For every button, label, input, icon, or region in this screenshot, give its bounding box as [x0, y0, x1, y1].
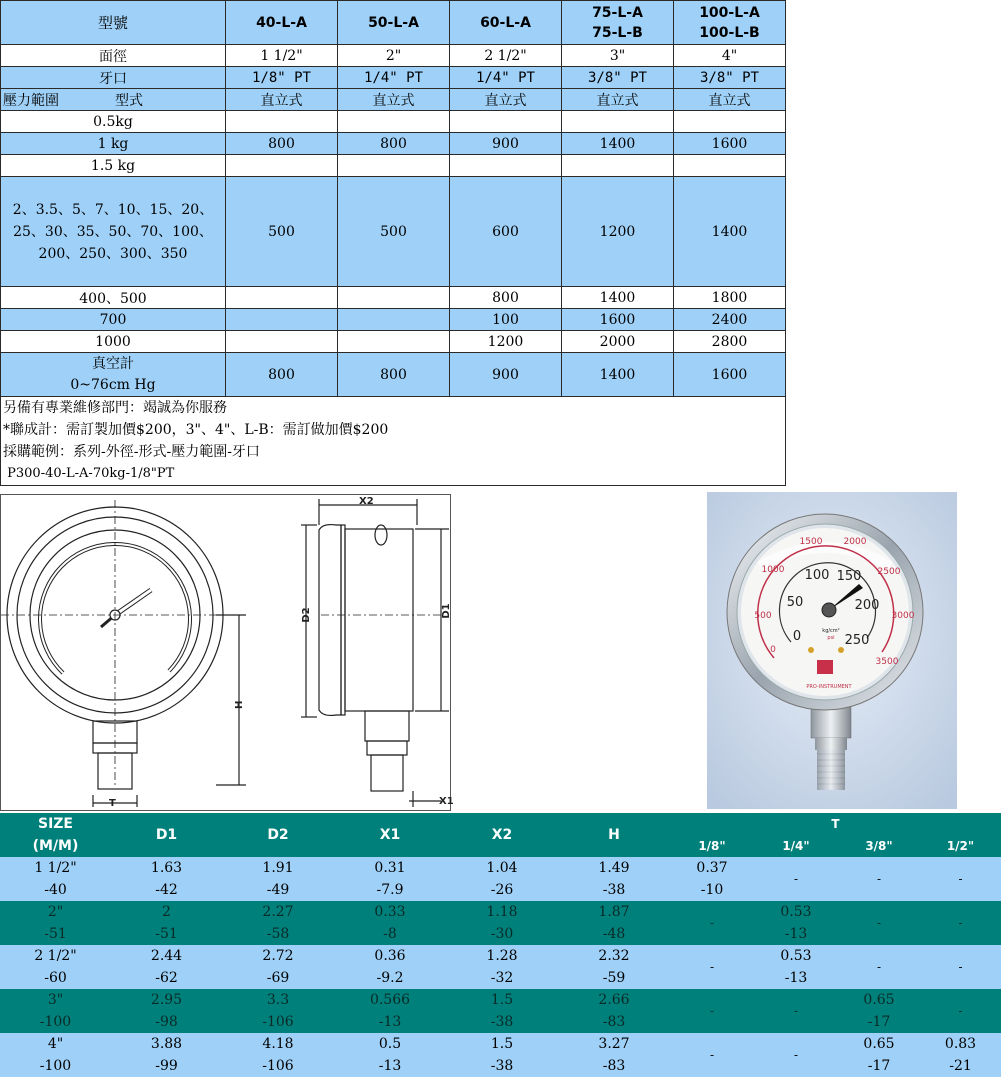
d1-cell [111, 945, 222, 989]
t-value: 0.53 [780, 904, 812, 920]
psi-tick: 2000 [843, 537, 867, 547]
t-sub-1-2: 1/2" [946, 839, 975, 853]
d1-value: -98 [155, 1014, 178, 1030]
d1-header: D1 [155, 827, 178, 843]
d2-cell [222, 857, 334, 901]
size-cell [0, 857, 111, 901]
x2-value: 1.28 [486, 948, 518, 964]
t-value: -13 [784, 970, 808, 986]
price-cell [450, 111, 562, 133]
t-value: 0.65 [863, 992, 895, 1008]
size-row [0, 857, 1001, 901]
model-label: 型號 [1, 1, 226, 45]
d1-cell [111, 901, 222, 945]
range-cell: 1000 [1, 331, 226, 353]
x2-header: X2 [491, 827, 513, 843]
h-cell [558, 857, 670, 901]
price-cell: 500 [338, 177, 450, 287]
model-60: 60-L-A [450, 1, 562, 45]
h-header: H [608, 827, 620, 843]
model-50: 50-L-A [338, 1, 450, 45]
t-cell [670, 989, 754, 1033]
h-value: 2.32 [598, 948, 630, 964]
range-line: 25、30、35、50、70、100、 [13, 223, 213, 240]
x1-value: 0.5 [378, 1036, 402, 1052]
psi-tick: 0 [770, 645, 776, 655]
d2-cell [222, 901, 334, 945]
kg-tick: 150 [836, 569, 862, 584]
t-cell [920, 945, 1001, 989]
x1-value: 0.33 [374, 904, 406, 920]
h-cell [558, 901, 670, 945]
range-cell: 400、500 [1, 287, 226, 309]
price-row [1, 111, 786, 133]
thread-label: 牙口 [1, 67, 226, 89]
diameter-label: 面徑 [1, 45, 226, 67]
d1-value: -99 [155, 1058, 178, 1074]
t-value: 0.53 [780, 948, 812, 964]
price-cell [338, 155, 450, 177]
x2-value: -38 [490, 1058, 514, 1074]
d2-value: 4.18 [262, 1036, 294, 1052]
price-cell: 1600 [562, 309, 674, 331]
range-label: 壓力範圍 [3, 93, 59, 109]
price-cell: 1400 [562, 133, 674, 155]
t-cell [838, 945, 920, 989]
diameter-cell: 1 1/2" [226, 45, 338, 67]
d1-cell [111, 989, 222, 1033]
x1-value: -8 [383, 926, 397, 942]
d1-cell [111, 1033, 222, 1077]
t-value: -17 [867, 1058, 891, 1074]
d2-value: -106 [262, 1014, 294, 1030]
x2-value: -38 [490, 1014, 514, 1030]
x2-value: 1.04 [486, 860, 518, 876]
kg-tick: 0 [792, 629, 802, 644]
t-empty: - [709, 1004, 715, 1018]
price-cell: 1400 [674, 177, 786, 287]
model-100-a: 100-L-A [699, 4, 760, 21]
t-sub-1-4: 1/4" [782, 839, 810, 853]
thread-cell: 3/8" PT [674, 67, 786, 89]
t-cell [838, 857, 920, 901]
x1-header: X1 [379, 827, 401, 843]
t-empty: - [958, 916, 963, 930]
size-header [0, 813, 111, 857]
notes-cell [1, 397, 786, 486]
price-cell: 900 [450, 353, 562, 397]
x2-cell [446, 901, 558, 945]
x1-cell [334, 857, 446, 901]
thread-cell: 1/4" PT [338, 67, 450, 89]
range-cell: 1.5 kg [1, 155, 226, 177]
x1-cell [334, 1033, 446, 1077]
size-value: -100 [39, 1058, 72, 1074]
x1-cell [334, 945, 446, 989]
price-row [1, 177, 786, 287]
t-cell [838, 989, 920, 1033]
t-value: -17 [867, 1014, 891, 1030]
t-cell [920, 1033, 1001, 1077]
x1-value: 0.31 [374, 860, 406, 876]
t-empty: - [958, 1004, 963, 1018]
price-cell [226, 309, 338, 331]
model-100-b: 100-L-B [699, 24, 760, 41]
t-cell [754, 1033, 838, 1077]
price-cell [338, 287, 450, 309]
h-value: 3.27 [598, 1036, 630, 1052]
diameter-cell: 4" [674, 45, 786, 67]
type-cell: 直立式 [450, 89, 562, 111]
price-cell: 500 [226, 177, 338, 287]
price-cell: 600 [450, 177, 562, 287]
thread-cell: 1/8" PT [226, 67, 338, 89]
price-cell [338, 111, 450, 133]
thread-row [1, 67, 786, 89]
psi-tick: 500 [754, 611, 772, 621]
price-cell [674, 155, 786, 177]
diameter-cell: 2 1/2" [450, 45, 562, 67]
h-value: 1.87 [598, 904, 630, 920]
range-cell [1, 177, 226, 287]
size-cell [0, 989, 111, 1033]
psi-tick: 3000 [891, 611, 915, 621]
price-cell [226, 111, 338, 133]
h-value: 2.66 [598, 992, 630, 1008]
type-label: 型式 [115, 93, 143, 109]
d1-value: 2.95 [150, 992, 183, 1008]
x2-value: -26 [490, 882, 514, 898]
price-row [1, 353, 786, 397]
price-cell: 1400 [562, 287, 674, 309]
label-d1: D1 [441, 603, 452, 619]
x2-value: 1.5 [490, 992, 514, 1008]
size-value: 2 1/2" [34, 948, 77, 964]
size-value: -100 [39, 1014, 72, 1030]
model-40: 40-L-A [226, 1, 338, 45]
price-row [1, 155, 786, 177]
t-sub-3-8: 3/8" [865, 839, 893, 853]
note-line: 另備有專業維修部門：竭誠為你服務 [3, 400, 227, 416]
type-cell: 直立式 [562, 89, 674, 111]
x1-value: 0.566 [369, 992, 411, 1008]
h-value: -83 [602, 1014, 626, 1030]
size-value: 1 1/2" [34, 860, 77, 876]
t-value: 0.37 [696, 860, 728, 876]
type-cell: 直立式 [338, 89, 450, 111]
t-cell [838, 1033, 920, 1077]
d1-value: 3.88 [150, 1036, 183, 1052]
range-line: 200、250、300、350 [38, 245, 188, 262]
psi-tick: 3500 [875, 657, 899, 667]
x1-cell [334, 989, 446, 1033]
t-empty: - [958, 960, 963, 974]
d2-cell [222, 989, 334, 1033]
t-value: 0.83 [944, 1036, 977, 1052]
size-row [0, 1033, 1001, 1077]
t-empty: - [709, 916, 715, 930]
t-cell [754, 901, 838, 945]
t-subheaders [670, 835, 1001, 857]
size-value: -51 [44, 926, 67, 942]
range-line: 2、3.5、5、7、10、15、20、 [12, 201, 214, 218]
model-75-a: 75-L-A [592, 4, 643, 21]
d1-cell [111, 857, 222, 901]
psi-tick: 1000 [761, 565, 785, 575]
range-cell: 1 kg [1, 133, 226, 155]
price-cell: 1600 [674, 353, 786, 397]
t-cell [754, 989, 838, 1033]
t-cell [670, 945, 754, 989]
t-cell [754, 945, 838, 989]
psi-tick: 2500 [877, 567, 901, 577]
t-value: -21 [949, 1058, 972, 1074]
price-cell: 800 [226, 133, 338, 155]
price-cell [562, 111, 674, 133]
size-value: 4" [47, 1036, 64, 1052]
x2-value: 1.5 [490, 1036, 514, 1052]
price-cell [338, 331, 450, 353]
d2-value: -58 [266, 926, 290, 942]
x2-cell [446, 857, 558, 901]
thread-cell: 1/4" PT [450, 67, 562, 89]
range-cell [1, 353, 226, 397]
size-cell [0, 901, 111, 945]
price-row [1, 133, 786, 155]
d2-cell [222, 945, 334, 989]
t-sub-1-8: 1/8" [698, 839, 726, 853]
price-cell [674, 111, 786, 133]
x2-value: -30 [490, 926, 514, 942]
type-cell: 直立式 [226, 89, 338, 111]
d2-value: 2.27 [262, 904, 294, 920]
type-label-cell [1, 89, 226, 111]
kg-tick: 50 [786, 595, 804, 610]
price-row [1, 309, 786, 331]
t-value: -13 [784, 926, 808, 942]
price-cell [226, 287, 338, 309]
d2-value: 1.91 [262, 860, 294, 876]
h-value: -59 [602, 970, 626, 986]
kg-tick: 250 [844, 633, 870, 648]
d1-value: 2 [162, 904, 171, 920]
size-row [0, 945, 1001, 989]
price-cell [562, 155, 674, 177]
t-header [670, 813, 1001, 857]
price-cell: 800 [338, 133, 450, 155]
d1-value: -62 [155, 970, 178, 986]
label-t: T [109, 798, 116, 809]
t-cell [920, 989, 1001, 1033]
model-100 [674, 1, 786, 45]
price-cell: 100 [450, 309, 562, 331]
t-value: -10 [700, 882, 724, 898]
price-cell: 800 [450, 287, 562, 309]
d2-value: -69 [266, 970, 290, 986]
d2-header: D2 [267, 827, 289, 843]
price-cell: 800 [338, 353, 450, 397]
diameter-cell: 3" [562, 45, 674, 67]
t-cell [670, 901, 754, 945]
h-value: -48 [602, 926, 626, 942]
brand-logo-icon [817, 660, 833, 674]
t-cell [754, 857, 838, 901]
h-cell [558, 989, 670, 1033]
kg-tick: 200 [854, 598, 880, 613]
model-75 [562, 1, 674, 45]
d1-value: 1.63 [150, 860, 183, 876]
model-75-b: 75-L-B [592, 24, 643, 41]
price-cell: 1600 [674, 133, 786, 155]
size-header-row [0, 813, 1001, 857]
note-line: *聯成計：需訂製加價$200，3"、4"、L-B：需訂做加價$200 [3, 422, 389, 438]
size-value: -40 [44, 882, 67, 898]
h-cell [558, 945, 670, 989]
price-cell: 800 [226, 353, 338, 397]
t-empty: - [709, 960, 715, 974]
x2-cell [446, 989, 558, 1033]
price-row [1, 331, 786, 353]
price-cell [226, 331, 338, 353]
kg-tick: 100 [804, 568, 830, 583]
x2-cell [446, 1033, 558, 1077]
price-cell: 900 [450, 133, 562, 155]
type-cell: 直立式 [674, 89, 786, 111]
dimension-drawing [0, 494, 454, 811]
gauge-photo [707, 492, 957, 809]
range-line: 0~76cm Hg [70, 376, 156, 393]
price-cell [338, 309, 450, 331]
t-cell [920, 901, 1001, 945]
t-empty: - [876, 872, 882, 886]
d2-value: 3.3 [266, 992, 290, 1008]
t-cell [838, 901, 920, 945]
brand-name: PRO-INSTRUMENT [806, 684, 852, 690]
gauge-photo-svg [707, 492, 957, 809]
d2-cell [222, 1033, 334, 1077]
notes-row [1, 397, 786, 486]
label-x2: X2 [359, 496, 374, 507]
model-header-row [1, 1, 786, 45]
thread-cell: 3/8" PT [562, 67, 674, 89]
t-empty: - [793, 872, 799, 886]
d1-value: 2.44 [150, 948, 183, 964]
size-cell [0, 1033, 111, 1077]
price-cell: 1400 [562, 353, 674, 397]
t-label: T [831, 817, 840, 831]
size-unit: (M/M) [32, 838, 79, 854]
size-row [0, 989, 1001, 1033]
t-value: 0.65 [863, 1036, 895, 1052]
h-value: -38 [602, 882, 626, 898]
t-cell [670, 1033, 754, 1077]
price-cell: 1200 [562, 177, 674, 287]
label-d2: D2 [301, 607, 312, 623]
price-cell [226, 155, 338, 177]
size-label: SIZE [37, 816, 73, 832]
t-cell [920, 857, 1001, 901]
type-row [1, 89, 786, 111]
price-cell: 1800 [674, 287, 786, 309]
unit-psi: psi [827, 635, 835, 641]
x1-value: -7.9 [376, 882, 404, 898]
psi-tick: 1500 [799, 537, 823, 547]
unit-kg: kg/cm² [822, 628, 840, 634]
range-cell: 700 [1, 309, 226, 331]
x1-cell [334, 901, 446, 945]
size-value: 3" [47, 992, 64, 1008]
size-row [0, 901, 1001, 945]
price-cell: 2800 [674, 331, 786, 353]
t-empty: - [793, 1004, 799, 1018]
d2-value: 2.72 [262, 948, 294, 964]
size-rows [0, 857, 1001, 1077]
range-line: 真空計 [92, 355, 134, 372]
price-cell: 2400 [674, 309, 786, 331]
x2-value: -32 [490, 970, 514, 986]
x1-value: -13 [378, 1058, 402, 1074]
label-h: H [234, 700, 245, 709]
x2-cell [446, 945, 558, 989]
price-cell: 2000 [562, 331, 674, 353]
size-value: 2" [47, 904, 64, 920]
t-empty: - [876, 960, 882, 974]
d2-value: -49 [266, 882, 290, 898]
diameter-cell: 2" [338, 45, 450, 67]
size-value: -60 [44, 970, 67, 986]
diameter-row [1, 45, 786, 67]
d1-value: -51 [155, 926, 178, 942]
price-cell: 1200 [450, 331, 562, 353]
gauge-dimension-svg [1, 495, 454, 810]
size-table [0, 813, 1001, 1077]
model-spec-table [0, 0, 786, 486]
x1-value: -9.2 [376, 970, 404, 986]
t-empty: - [958, 872, 963, 886]
t-cell [670, 857, 754, 901]
h-cell [558, 1033, 670, 1077]
x1-value: -13 [378, 1014, 402, 1030]
t-empty: - [793, 1048, 799, 1062]
h-value: 1.49 [598, 860, 630, 876]
h-value: -83 [602, 1058, 626, 1074]
t-empty: - [876, 916, 882, 930]
label-x1: X1 [439, 796, 454, 807]
price-cell [450, 155, 562, 177]
note-line: P300-40-L-A-70kg-1/8"PT [3, 466, 175, 481]
t-empty: - [709, 1048, 715, 1062]
range-cell: 0.5kg [1, 111, 226, 133]
price-row [1, 287, 786, 309]
x1-value: 0.36 [374, 948, 406, 964]
x2-value: 1.18 [486, 904, 518, 920]
size-cell [0, 945, 111, 989]
note-line: 採購範例：系列-外徑-形式-壓力範圍-牙口 [3, 444, 260, 460]
d1-value: -42 [155, 882, 178, 898]
d2-value: -106 [262, 1058, 294, 1074]
